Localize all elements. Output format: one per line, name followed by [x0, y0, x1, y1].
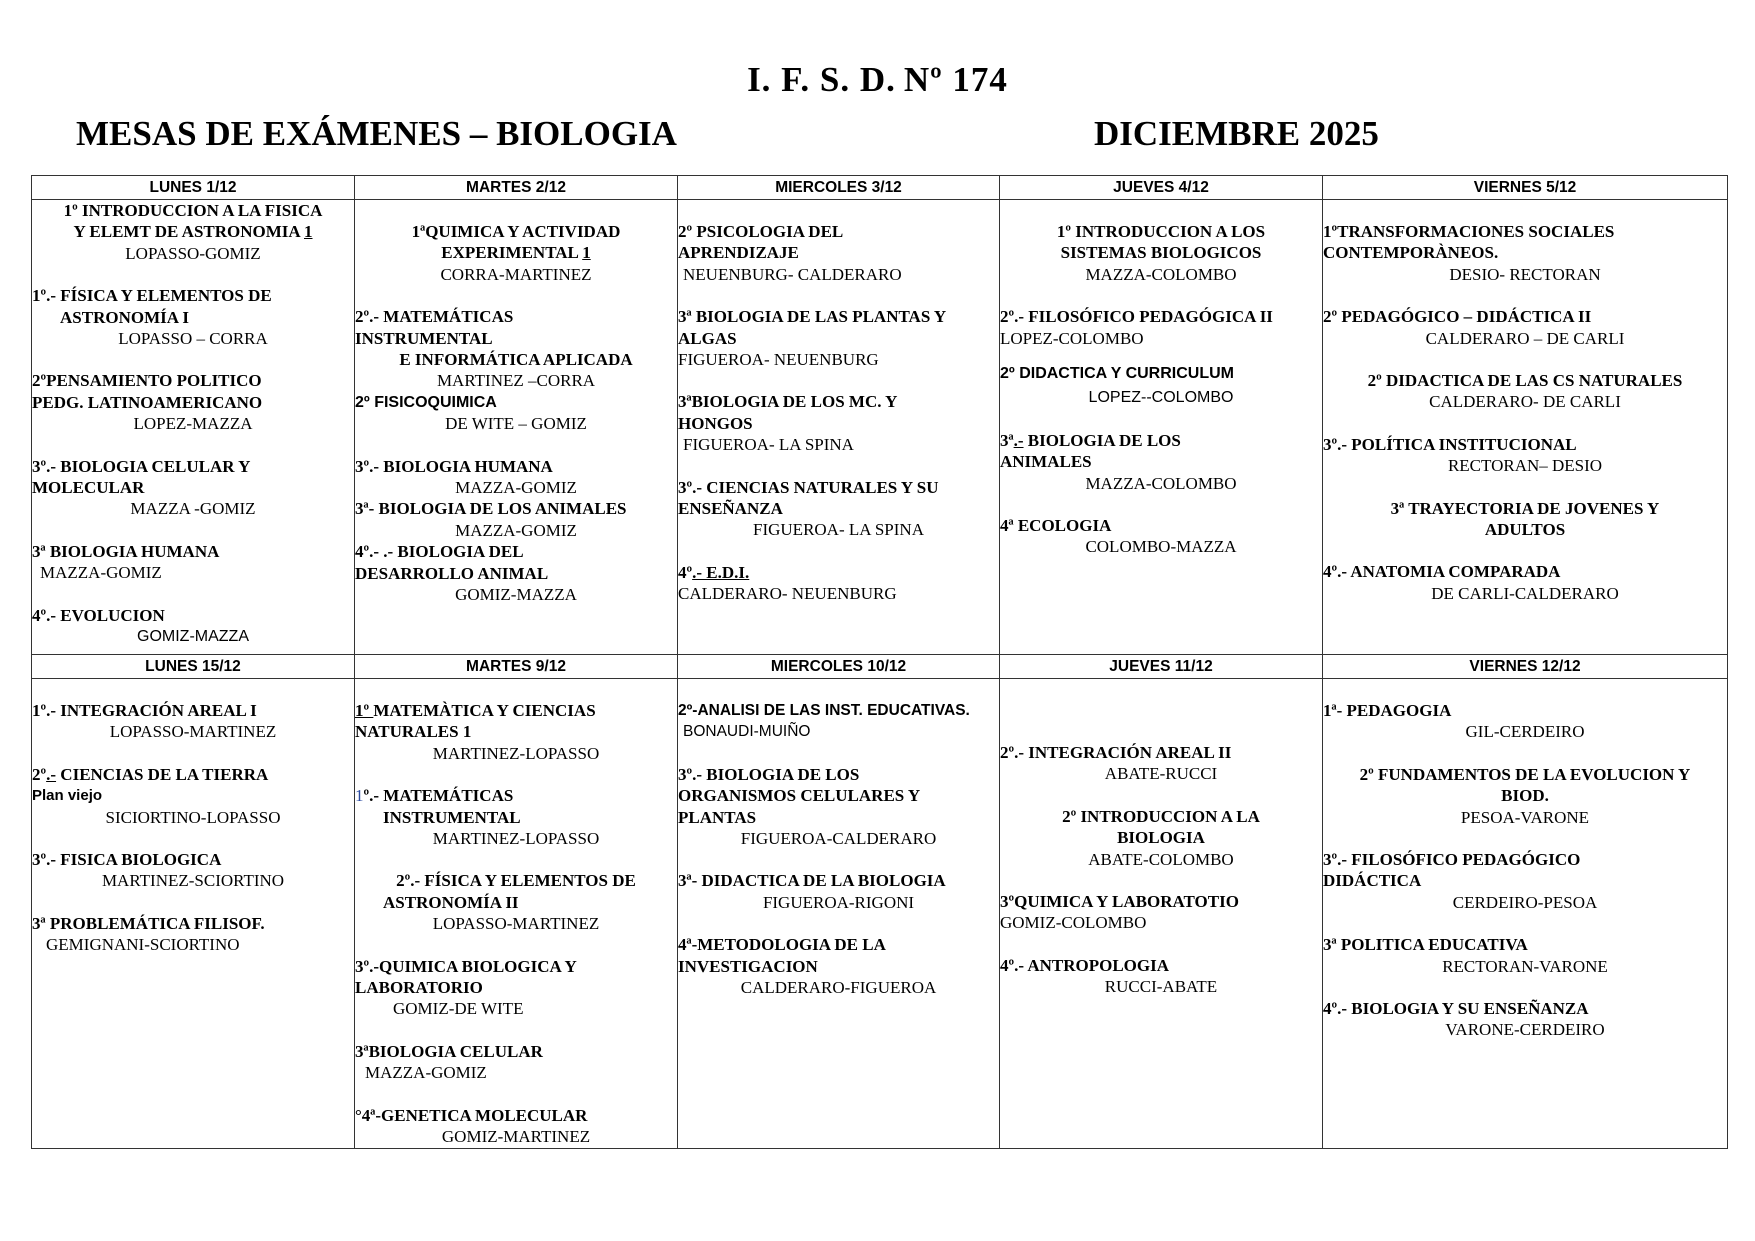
- exam-subject: 3ª TRAYECTORIA DE JOVENES Y: [1390, 498, 1660, 518]
- exam-professors: DESIO- RECTORAN: [1449, 264, 1601, 284]
- exam-subject: 3º.- BIOLOGIA HUMANA: [355, 456, 553, 476]
- exam-subject: 2º.- FÍSICA Y ELEMENTOS DE: [396, 871, 636, 891]
- exam-subject: 1º.- INTEGRACIÓN AREAL I: [32, 701, 257, 720]
- schedule-subtitle: MESAS DE EXÁMENES – BIOLOGIA: [76, 114, 677, 153]
- exam-subject: 3ª- BIOLOGIA DE LOS ANIMALES: [355, 499, 627, 519]
- exam-subject: CONTEMPORÀNEOS.: [1323, 243, 1499, 263]
- day-header-viernes-12: VIERNES 12/12: [1323, 655, 1728, 679]
- exam-entry: [678, 306, 999, 370]
- exam-subject: E INFORMÁTICA APLICADA: [399, 350, 633, 370]
- exam-professors: LOPASSO-GOMIZ: [125, 243, 261, 263]
- exam-entry: [32, 605, 354, 648]
- exam-professors: GEMIGNANI-SCIORTINO: [46, 935, 240, 955]
- exam-professors: LOPASSO-MARTINEZ: [432, 914, 600, 934]
- exam-subject: 3ª- DIDACTICA DE LA BIOLOGIA: [678, 871, 946, 891]
- exam-professors: ABATE-RUCCI: [1104, 764, 1218, 784]
- week2-header-row: [32, 655, 1728, 679]
- exam-professors: FIGUEROA- LA SPINA: [753, 520, 924, 540]
- exam-professors: DE WITE – GOMIZ: [445, 414, 587, 434]
- cell-jueves-11: [1000, 679, 1323, 1149]
- exam-subject: PEDG. LATINOAMERICANO: [32, 392, 263, 412]
- exam-subject: °4ª-GENETICA MOLECULAR: [355, 1105, 588, 1125]
- exam-subject: 3º.- BIOLOGIA DE LOS: [678, 764, 860, 784]
- exam-subject-text: BIOLOGIA DE LOS: [1023, 430, 1181, 450]
- exam-subject: 3ªBIOLOGIA DE LOS MC. Y: [678, 392, 898, 412]
- exam-professors: MAZZA-COLOMBO: [1085, 264, 1237, 284]
- exam-subject: [678, 562, 999, 583]
- institution-prefix: I. F. S. D.: [747, 60, 896, 99]
- cell-martes-9: [355, 679, 678, 1149]
- exam-professors: RUCCI-ABATE: [1104, 977, 1218, 997]
- day-header-viernes-5: VIERNES 5/12: [1323, 176, 1728, 200]
- exam-professors: ABATE-COLOMBO: [1088, 849, 1234, 869]
- exam-subject: ALGAS: [678, 328, 737, 348]
- exam-subject-underlined: 1º: [355, 701, 374, 720]
- exam-entry: [355, 1041, 677, 1084]
- exam-entry: [678, 700, 999, 743]
- exam-professors: CERDEIRO-PESOA: [1452, 892, 1598, 912]
- exam-note: Plan viejo: [32, 787, 103, 805]
- exam-entry: [1323, 370, 1727, 413]
- exam-subject-text: º.- MATEMÁTICAS: [363, 786, 514, 806]
- cell-miercoles-10: [678, 679, 1000, 1149]
- cell-martes-2: [355, 200, 678, 655]
- exam-professors: FIGUEROA-CALDERARO: [740, 829, 937, 849]
- exam-subject: ANIMALES: [1000, 452, 1092, 472]
- exam-professors: MAZZA-COLOMBO: [1085, 473, 1237, 493]
- exam-entry: [1000, 742, 1322, 785]
- exam-entry: [678, 870, 999, 913]
- exam-entry: [1000, 806, 1322, 870]
- exam-subject: BIOLOGIA: [1117, 828, 1205, 848]
- exam-subject: PLANTAS: [678, 807, 757, 827]
- exam-subject-text: MATEMÀTICA Y CIENCIAS: [373, 701, 596, 720]
- exam-subject: INVESTIGACION: [678, 956, 818, 976]
- day-header-lunes-1: LUNES 1/12: [32, 176, 355, 200]
- exam-entry: [1323, 434, 1727, 477]
- exam-professors: CALDERARO- NEUENBURG: [678, 584, 897, 604]
- exam-subject: 4º.- .- BIOLOGIA DEL: [355, 542, 524, 562]
- exam-entry: [32, 849, 354, 892]
- exam-subject: 1º.- FÍSICA Y ELEMENTOS DE: [32, 286, 272, 306]
- exam-professors: MAZZA -GOMIZ: [130, 499, 256, 519]
- exam-entry: [1000, 363, 1322, 409]
- day-header-jueves-4: JUEVES 4/12: [1000, 176, 1323, 200]
- exam-professors: MARTINEZ-SCIORTINO: [101, 871, 285, 891]
- exam-subject: 2º INTRODUCCION A LA: [1062, 806, 1260, 826]
- exam-entry: [355, 498, 677, 541]
- week1-header-row: [32, 176, 1728, 200]
- exam-entry: [32, 200, 354, 264]
- exam-subject-text: 3ª: [1000, 430, 1014, 450]
- exam-subject: 2º PEDAGÓGICO – DIDÁCTICA II: [1323, 307, 1592, 327]
- exam-entry: [355, 956, 677, 1020]
- exam-subject: ORGANISMOS CELULARES Y: [678, 786, 921, 806]
- exam-entry: [1000, 955, 1322, 998]
- exam-entry: [1000, 430, 1322, 494]
- exam-professors: GOMIZ-COLOMBO: [1000, 913, 1147, 933]
- exam-schedule-table: [31, 175, 1728, 1149]
- exam-professors: GOMIZ-MAZZA: [137, 628, 249, 646]
- exam-subject: 2º.- FILOSÓFICO PEDAGÓGICA II: [1000, 307, 1273, 327]
- exam-subject: 2º.- MATEMÁTICAS: [355, 307, 514, 327]
- exam-subject: 3ª BIOLOGIA DE LAS PLANTAS Y: [678, 307, 947, 327]
- day-header-martes-9: MARTES 9/12: [355, 655, 678, 679]
- exam-professors: GIL-CERDEIRO: [1465, 722, 1585, 742]
- exam-entry: [32, 913, 354, 956]
- exam-professors: LOPASSO – CORRA: [118, 329, 268, 349]
- exam-subject: [32, 221, 354, 242]
- exam-entry: [1323, 306, 1727, 349]
- exam-subject: 3º.-QUIMICA BIOLOGICA Y: [355, 956, 577, 976]
- exam-subject: 3ª BIOLOGIA HUMANA: [32, 541, 220, 561]
- exam-subject-text: 1: [355, 786, 364, 806]
- exam-subject-underlined: 1: [304, 222, 313, 242]
- cell-miercoles-3: [678, 200, 1000, 655]
- exam-subject: 1ªQUIMICA Y ACTIVIDAD: [411, 222, 621, 241]
- exam-subject: 3ª POLITICA EDUCATIVA: [1323, 935, 1528, 955]
- exam-professors: CALDERARO – DE CARLI: [1425, 328, 1625, 348]
- exam-entry: [1323, 221, 1727, 285]
- exam-subject: 4º.- ANATOMIA COMPARADA: [1323, 562, 1561, 582]
- exam-subject: APRENDIZAJE: [678, 243, 799, 263]
- exam-professors: DE CARLI-CALDERARO: [1431, 583, 1619, 603]
- exam-entry: [355, 392, 677, 435]
- exam-subject: ADULTOS: [1484, 520, 1566, 540]
- exam-subject: INSTRUMENTAL: [355, 328, 493, 348]
- exam-subject: 1ª- PEDAGOGIA: [1323, 701, 1452, 720]
- exam-subject: [355, 785, 677, 806]
- exam-subject: 3ªBIOLOGIA CELULAR: [355, 1041, 543, 1061]
- exam-professors: LOPASSO-MARTINEZ: [109, 722, 277, 742]
- exam-subject: 4º.- ANTROPOLOGIA: [1000, 955, 1170, 975]
- day-header-miercoles-10: MIERCOLES 10/12: [678, 655, 1000, 679]
- exam-professors: RECTORAN-VARONE: [1442, 956, 1608, 976]
- exam-subject: 3ºQUIMICA Y LABORATOTIO: [1000, 892, 1239, 912]
- exam-entry: [32, 370, 354, 434]
- exam-professors: GOMIZ-MAZZA: [455, 585, 577, 605]
- week1-body-row: [32, 200, 1728, 655]
- exam-subject: [355, 700, 677, 721]
- exam-entry: [1000, 221, 1322, 285]
- exam-subject: 3º.- POLÍTICA INSTITUCIONAL: [1323, 434, 1577, 454]
- exam-professors: LOPEZ-MAZZA: [133, 414, 253, 434]
- exam-subject: ENSEÑANZA: [678, 499, 783, 519]
- exam-subject: 3º.- CIENCIAS NATURALES Y SU: [678, 477, 939, 497]
- exam-entry: [678, 221, 999, 285]
- exam-subject-text: EXPERIMENTAL: [441, 243, 583, 263]
- exam-entry: [355, 456, 677, 499]
- exam-subject: INSTRUMENTAL: [383, 807, 521, 827]
- exam-subject-underlined: .-: [46, 764, 57, 784]
- exam-professors: BONAUDI-MUIÑO: [683, 723, 811, 741]
- exam-entry: [678, 934, 999, 998]
- exam-subject: DESARROLLO ANIMAL: [355, 563, 549, 583]
- exam-entry: [355, 785, 677, 849]
- exam-entry: [678, 764, 999, 850]
- exam-subject: [32, 764, 354, 785]
- exam-subject: DIDÁCTICA: [1323, 871, 1422, 891]
- exam-entry: [1000, 306, 1322, 349]
- exam-professors: MARTINEZ-LOPASSO: [432, 743, 600, 763]
- cell-viernes-5: [1323, 200, 1728, 655]
- day-header-miercoles-3: MIERCOLES 3/12: [678, 176, 1000, 200]
- week2-body-row: [32, 679, 1728, 1149]
- exam-subject-underlined: .- E.D.I.: [692, 562, 750, 582]
- exam-subject: 3º.- FILOSÓFICO PEDAGÓGICO: [1323, 850, 1581, 870]
- exam-entry: [32, 700, 354, 743]
- exam-professors: FIGUEROA- NEUENBURG: [678, 350, 879, 370]
- exam-professors: MARTINEZ –CORRA: [436, 371, 596, 391]
- exam-subject: 2º DIDACTICA DE LAS CS NATURALES: [1367, 371, 1683, 391]
- exam-subject: BIOD.: [1501, 786, 1549, 806]
- exam-subject: 1ºTRANSFORMACIONES SOCIALES: [1323, 222, 1615, 241]
- exam-subject: MOLECULAR: [32, 478, 145, 498]
- exam-professors: FIGUEROA- LA SPINA: [683, 435, 854, 455]
- exam-professors: PESOA-VARONE: [1460, 807, 1590, 827]
- exam-subject-text: Y ELEMT DE ASTRONOMIA: [73, 222, 304, 242]
- cell-lunes-1: [32, 200, 355, 655]
- institution-number: Nº 174: [903, 60, 1008, 99]
- exam-entry: [678, 562, 999, 605]
- exam-professors: VARONE-CERDEIRO: [1445, 1020, 1605, 1040]
- day-header-lunes-15: LUNES 15/12: [32, 655, 355, 679]
- exam-subject: 4º.- EVOLUCION: [32, 605, 165, 625]
- exam-entry: [1323, 764, 1727, 828]
- cell-jueves-4: [1000, 200, 1323, 655]
- exam-entry: [355, 700, 677, 764]
- cell-viernes-12: [1323, 679, 1728, 1149]
- exam-entry: [678, 391, 999, 455]
- exam-entry: [1323, 561, 1727, 604]
- exam-professors: MAZZA-GOMIZ: [455, 478, 577, 498]
- exam-subject: 1º INTRODUCCION A LA FISICA: [63, 201, 323, 220]
- exam-entry: [355, 541, 677, 605]
- exam-entry: [355, 870, 677, 934]
- exam-professors: LOPEZ-COLOMBO: [1000, 328, 1144, 348]
- exam-entry: [1323, 498, 1727, 541]
- exam-professors: MAZZA-GOMIZ: [40, 563, 162, 583]
- exam-subject: 2ºPENSAMIENTO POLITICO: [32, 371, 262, 391]
- exam-entry: [32, 541, 354, 584]
- exam-entry: [678, 477, 999, 541]
- exam-professors: CORRA-MARTINEZ: [440, 264, 592, 284]
- exam-subject: [1000, 430, 1322, 451]
- exam-subject: 4ª ECOLOGIA: [1000, 516, 1112, 536]
- exam-entry: [1323, 934, 1727, 977]
- exam-subject: ASTRONOMÍA II: [383, 892, 519, 912]
- exam-subject: HONGOS: [678, 413, 753, 433]
- exam-subject: NATURALES 1: [355, 722, 472, 742]
- day-header-martes-2: MARTES 2/12: [355, 176, 678, 200]
- exam-professors: NEUENBURG- CALDERARO: [683, 264, 902, 284]
- exam-professors: FIGUEROA-RIGONI: [762, 892, 915, 912]
- exam-subject-text: 4º: [678, 562, 693, 582]
- exam-subject: 2º FUNDAMENTOS DE LA EVOLUCION Y: [1359, 764, 1691, 784]
- exam-subject-text: 2º: [32, 764, 47, 784]
- exam-subject: 2º.- INTEGRACIÓN AREAL II: [1000, 743, 1232, 762]
- exam-subject: 3ª PROBLEMÁTICA FILISOF.: [32, 913, 265, 933]
- schedule-date: DICIEMBRE 2025: [1094, 114, 1379, 153]
- exam-subject: 3º.- BIOLOGIA CELULAR Y: [32, 456, 251, 476]
- exam-subject: 2º PSICOLOGIA DEL: [678, 222, 844, 241]
- exam-subject-underlined: .-: [1013, 430, 1024, 450]
- exam-entry: [32, 764, 354, 828]
- exam-subject: 4º.- BIOLOGIA Y SU ENSEÑANZA: [1323, 999, 1589, 1019]
- exam-subject: 2º FISICOQUIMICA: [355, 393, 497, 411]
- exam-professors: COLOMBO-MAZZA: [1085, 537, 1237, 557]
- exam-subject: 2º-ANALISI DE LAS INST. EDUCATIVAS.: [678, 702, 970, 719]
- exam-professors: MAZZA-GOMIZ: [365, 1063, 487, 1083]
- exam-entry: [1000, 515, 1322, 558]
- exam-professors: MARTINEZ-LOPASSO: [432, 829, 600, 849]
- exam-subject-text: CIENCIAS DE LA TIERRA: [56, 764, 269, 784]
- exam-professors: RECTORAN– DESIO: [1447, 456, 1603, 476]
- exam-entry: [355, 1105, 677, 1148]
- cell-lunes-15: [32, 679, 355, 1149]
- institution-title: [0, 60, 1755, 100]
- exam-professors: MAZZA-GOMIZ: [455, 520, 577, 540]
- exam-subject: SISTEMAS BIOLOGICOS: [1060, 243, 1262, 263]
- exam-professors: CALDERARO-FIGUEROA: [740, 978, 937, 998]
- exam-entry: [1323, 849, 1727, 913]
- exam-subject: [355, 242, 677, 263]
- exam-entry: [355, 306, 677, 392]
- exam-professors: CALDERARO- DE CARLI: [1429, 392, 1621, 412]
- exam-subject: 3º.- FISICA BIOLOGICA: [32, 850, 222, 870]
- exam-professors: GOMIZ-MARTINEZ: [441, 1127, 591, 1147]
- exam-entry: [32, 456, 354, 520]
- exam-subject: LABORATORIO: [355, 978, 483, 998]
- exam-entry: [1000, 891, 1322, 934]
- exam-professors: LOPEZ--COLOMBO: [1088, 389, 1234, 407]
- exam-entry: [355, 221, 677, 285]
- exam-professors: GOMIZ-DE WITE: [393, 999, 524, 1019]
- exam-subject: ASTRONOMÍA I: [60, 307, 189, 327]
- exam-entry: [1323, 998, 1727, 1041]
- exam-subject: 2º DIDACTICA Y CURRICULUM: [1000, 365, 1234, 383]
- exam-entry: [1323, 700, 1727, 743]
- exam-professors: SICIORTINO-LOPASSO: [105, 807, 281, 827]
- exam-subject-underlined: 1: [582, 243, 591, 263]
- exam-entry: [32, 285, 354, 349]
- exam-subject: 1º INTRODUCCION A LOS: [1056, 222, 1266, 241]
- exam-subject: 4ª-METODOLOGIA DE LA: [678, 935, 886, 955]
- day-header-jueves-11: JUEVES 11/12: [1000, 655, 1323, 679]
